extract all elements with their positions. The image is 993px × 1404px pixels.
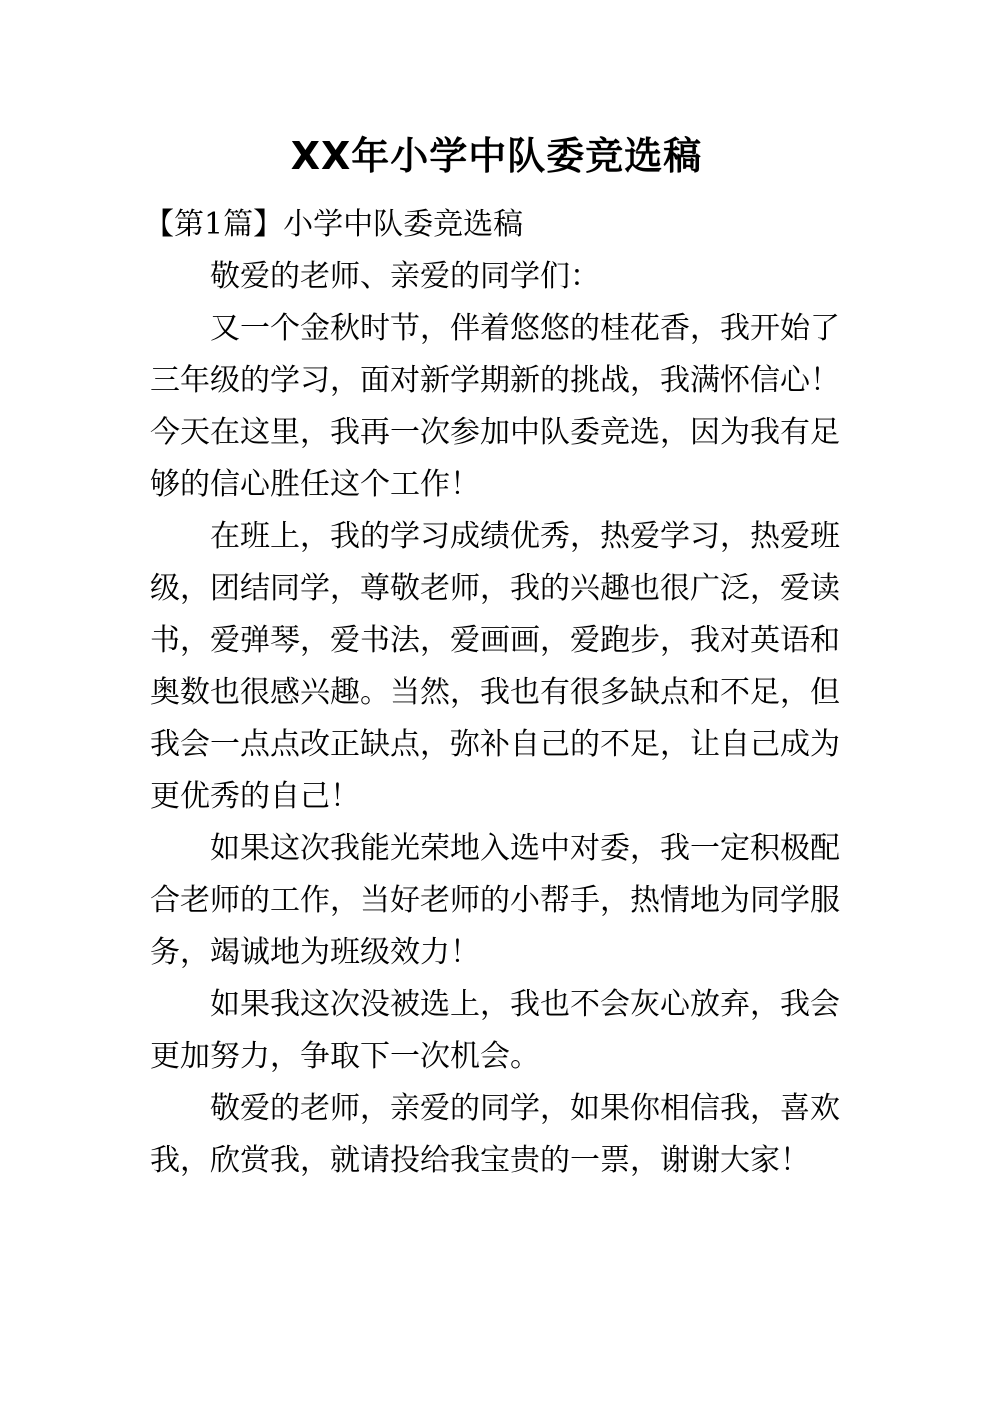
paragraph-salutation: 敬爱的老师、亲爱的同学们： [210,259,600,294]
section-heading: 【第1篇】小学中队委竞选稿 [144,207,524,242]
paragraph-closing: 敬爱的老师，亲爱的同学，如果你相信我，喜欢我，欣赏我，就请投给我宝贵的一票，谢谢大家！ [150,1091,840,1178]
paragraph-intro: 又一个金秋时节，伴着悠悠的桂花香，我开始了三年级的学习，面对新学期新的挑战，我满怀信心！今天在这里，我再一次参加中队委竞选，因为我有足够的信心胜任这个工作！ [150,311,840,502]
document-body [144,199,840,1187]
document-title: XX年小学中队委竞选稿 [290,134,703,178]
paragraph-strengths: 在班上，我的学习成绩优秀，热爱学习，热爱班级，团结同学，尊敬老师，我的兴趣也很广泛，爱读书，爱弹琴，爱书法，爱画画，爱跑步，我对英语和奥数也很感兴趣。当然，我也有很多缺点和不足，但我会一点点改正缺点，弥补自己的不足，让自己成为更优秀的自己！ [150,519,840,814]
paragraph-if-not-elected: 如果我这次没被选上，我也不会灰心放弃，我会更加努力，争取下一次机会。 [150,987,840,1074]
paragraph-promise: 如果这次我能光荣地入选中对委，我一定积极配合老师的工作，当好老师的小帮手，热情地为同学服务，竭诚地为班级效力！ [150,831,840,970]
